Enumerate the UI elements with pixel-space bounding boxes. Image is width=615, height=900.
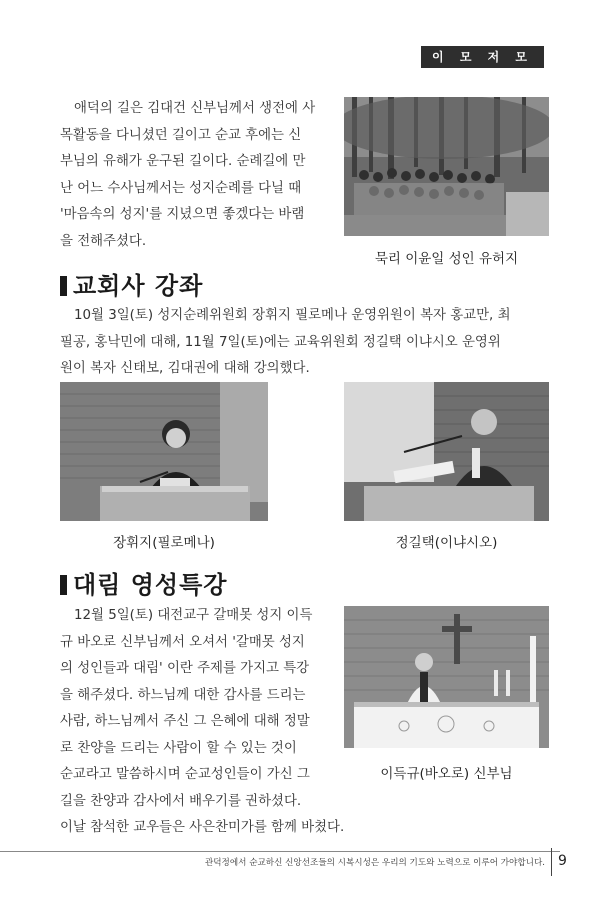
photo-lecturer-left-caption: 장휘지(필로메나) (113, 535, 215, 551)
photo-lecturer-right (344, 382, 549, 521)
intro-line: 을 전해주셨다. (60, 233, 147, 249)
photo-lecturer-right-caption: 정길택(이냐시오) (395, 535, 498, 551)
intro-line: 애덕의 길은 김대건 신부님께서 생전에 사 (74, 101, 316, 116)
advent-paragraph (60, 603, 360, 842)
section-heading-lecture-text: 교회사 강좌 (73, 272, 204, 300)
group-photo-pilgrimage-site (344, 97, 549, 236)
advent-line: 의 성인들과 대림' 이란 주제를 가지고 특강 (60, 661, 310, 676)
intro-paragraph (60, 96, 340, 255)
advent-line: 이날 참석한 교우들은 사은찬미가를 함께 바쳤다. (60, 820, 345, 835)
page-number: 9 (558, 853, 567, 869)
section-heading-advent (60, 565, 227, 600)
intro-line: '마음속의 성지'를 지녔으면 좋겠다는 바램 (60, 207, 305, 222)
footer-separator (551, 848, 552, 876)
black-square-bar-icon (60, 276, 67, 296)
advent-line: 규 바오로 신부님께서 오셔서 '갈매못 성지 (60, 634, 305, 650)
section-heading-advent-text: 대림 영성특강 (73, 571, 228, 599)
lecture-line: 원이 복자 신태보, 김대권에 대해 강의했다. (60, 361, 310, 376)
advent-line: 12월 5일(토) 대전교구 갈매못 성지 이득 (74, 608, 313, 623)
black-square-bar-icon (60, 575, 67, 595)
intro-photo-caption: 묵리 이윤일 성인 유허지 (374, 251, 519, 267)
intro-line: 목활동을 다니셨던 길이고 순교 후에는 신 (60, 127, 302, 143)
footer-motto: 관덕정에서 순교하신 신앙선조들의 시복시성은 우리의 기도와 노력으로 이루어 가야합니다. (204, 858, 545, 868)
advent-line: 순교라고 말씀하시며 순교성인들이 가신 그 (60, 767, 310, 782)
photo-lecturer-left (60, 382, 268, 521)
footer-divider (0, 851, 560, 852)
photo-priest-altar-caption: 이득규(바오로) 신부님 (380, 766, 513, 782)
photo-priest-altar (344, 606, 549, 748)
section-tab: 이 모 저 모 (421, 46, 544, 68)
advent-line: 길을 찬양과 감사에서 배우기를 권하셨다. (60, 793, 302, 809)
advent-line: 로 찬양을 드리는 사람이 할 수 있는 것이 (60, 740, 297, 756)
intro-line: 부님의 유해가 운구된 길이다. 순례길에 만 (60, 154, 306, 169)
intro-line: 난 어느 수사님께서는 성지순례를 다닐 때 (60, 180, 302, 196)
advent-line: 을 해주셨다. 하느님께 대한 감사를 드리는 (60, 687, 306, 703)
lecture-paragraph (60, 303, 555, 383)
advent-line: 사람, 하느님께서 주신 그 은혜에 대해 정말 (60, 714, 310, 729)
lecture-line: 필공, 홍낙민에 대해, 11월 7일(토)에는 교육위원회 정길택 이냐시오 운영위 (60, 334, 501, 350)
section-heading-lecture (60, 266, 203, 301)
lecture-line: 10월 3일(토) 성지순례위원회 장휘지 필로메나 운영위원이 복자 홍교만, 최 (74, 308, 511, 323)
